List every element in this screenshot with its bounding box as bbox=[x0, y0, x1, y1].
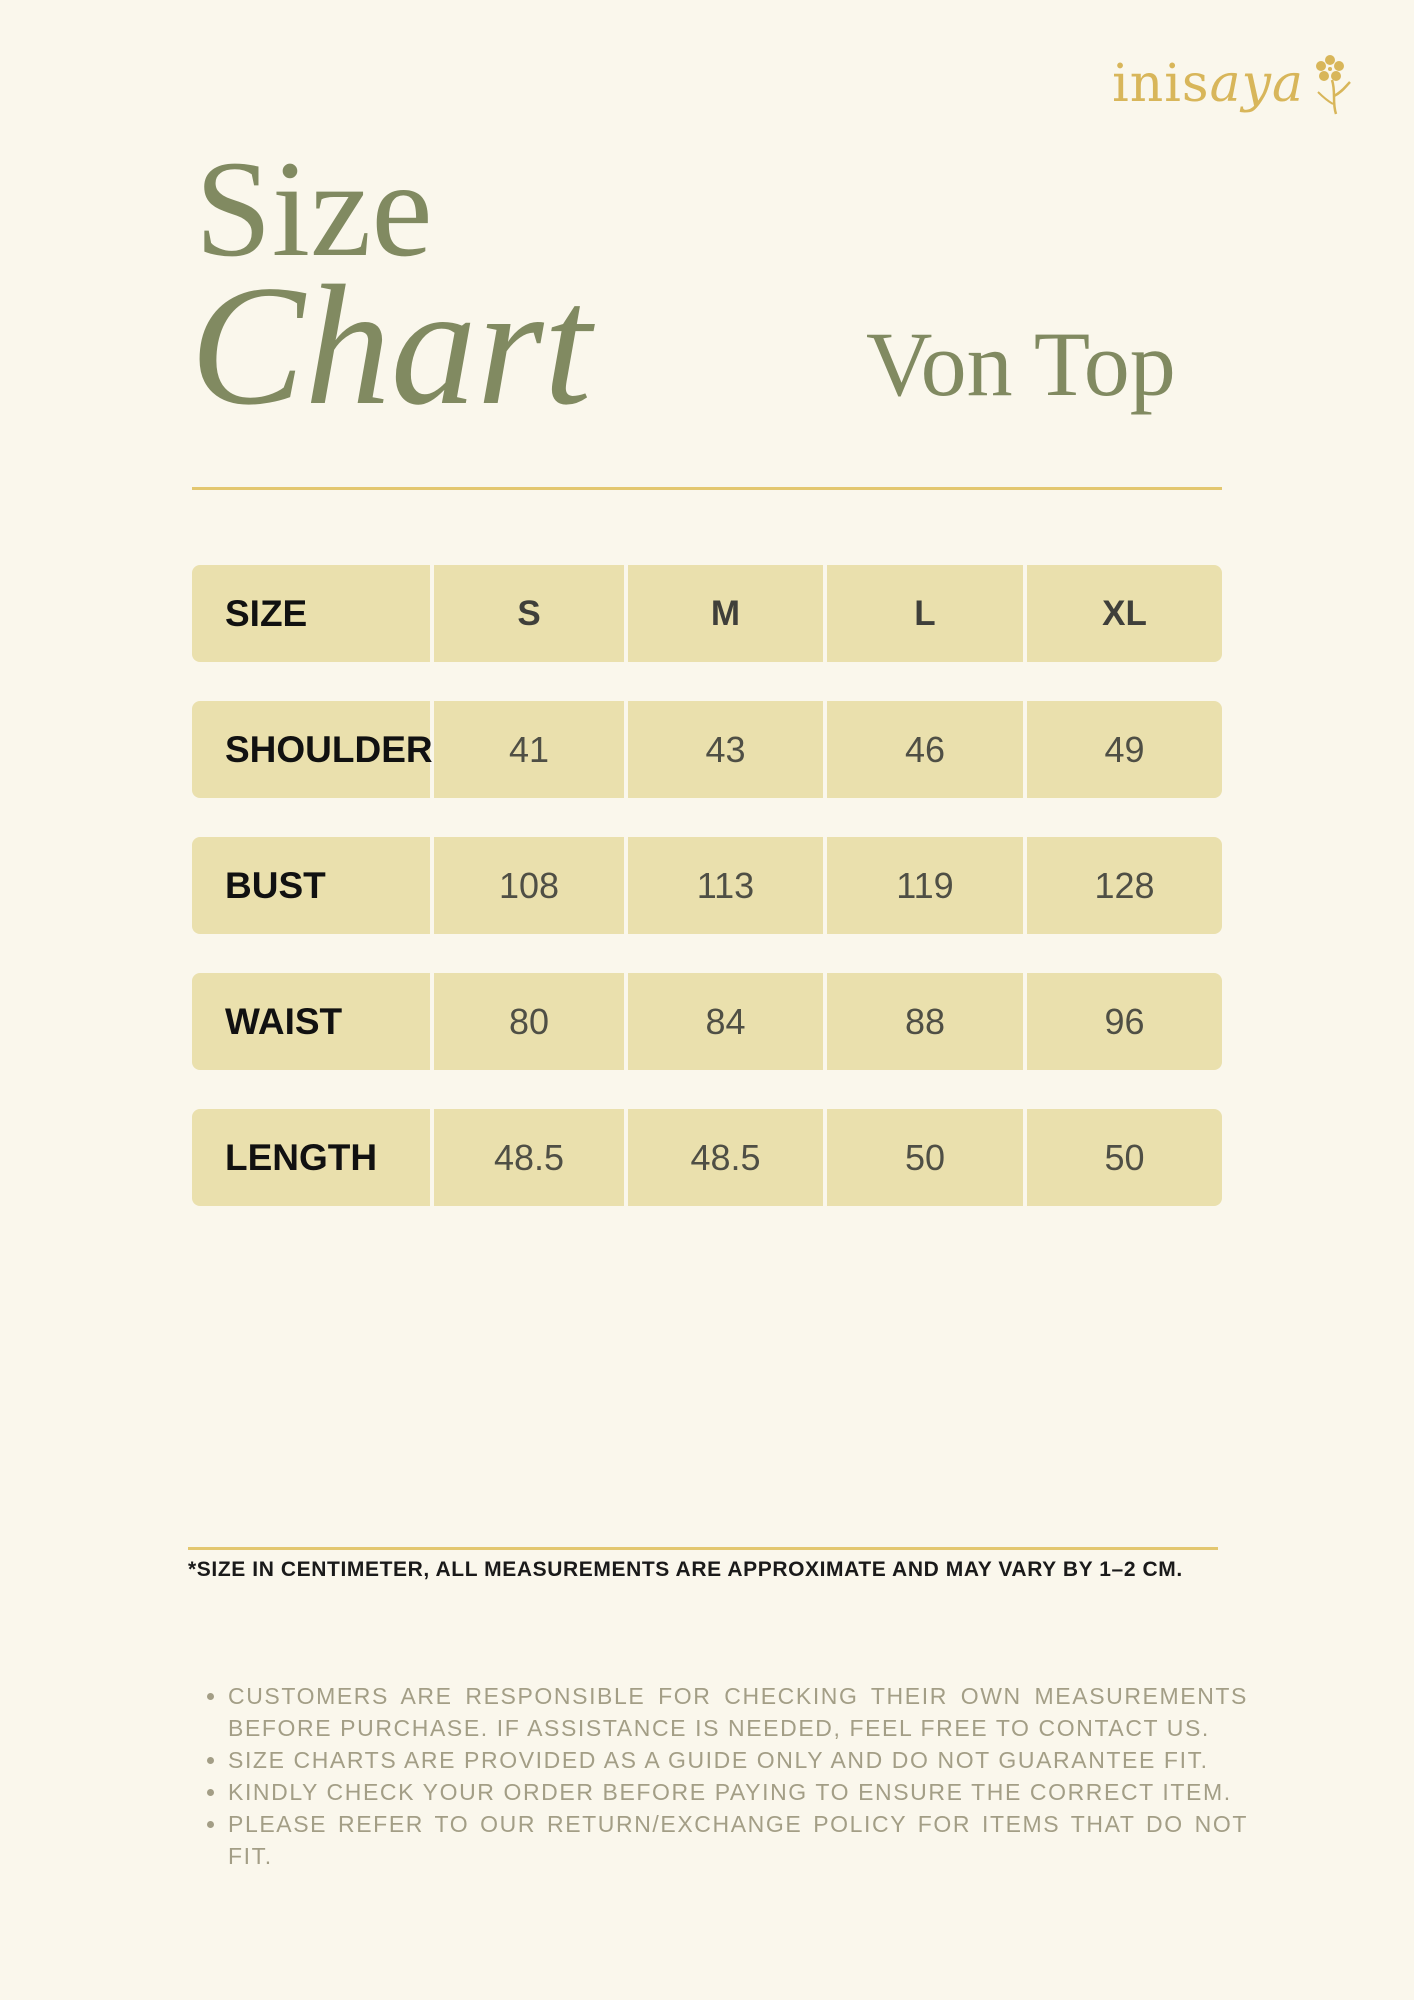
table-cell: 119 bbox=[827, 837, 1023, 934]
policy-list bbox=[198, 1680, 1248, 1872]
table-cell: 108 bbox=[434, 837, 624, 934]
table-cell: 48.5 bbox=[434, 1109, 624, 1206]
divider-bottom bbox=[188, 1547, 1218, 1550]
table-row bbox=[192, 973, 1222, 1070]
table-cell: 49 bbox=[1027, 701, 1222, 798]
size-table bbox=[192, 565, 1222, 1245]
table-header-row bbox=[192, 565, 1222, 662]
page-title-chart: Chart bbox=[190, 251, 592, 441]
table-cell: 128 bbox=[1027, 837, 1222, 934]
list-item: • SIZE CHARTS ARE PROVIDED AS A GUIDE ONLY AND DO NOT GUARANTEE FIT. bbox=[228, 1744, 1248, 1776]
header-cell: SIZE bbox=[192, 565, 430, 662]
table-cell: 50 bbox=[1027, 1109, 1222, 1206]
table-cell: 80 bbox=[434, 973, 624, 1070]
header-cell: M bbox=[628, 565, 823, 662]
table-cell: 96 bbox=[1027, 973, 1222, 1070]
list-item: • CUSTOMERS ARE RESPONSIBLE FOR CHECKING THEIR OWN MEASUREMENTS BEFORE PURCHASE. IF ASSISTANCE IS NEEDED, FEEL FREE TO CONTACT US. bbox=[228, 1680, 1248, 1744]
product-name: Von Top bbox=[866, 313, 1176, 415]
measurement-note: *SIZE IN CENTIMETER, ALL MEASUREMENTS ARE APPROXIMATE AND MAY VARY BY 1–2 CM. bbox=[188, 1558, 1183, 1581]
table-cell: 50 bbox=[827, 1109, 1023, 1206]
list-item: • KINDLY CHECK YOUR ORDER BEFORE PAYING TO ENSURE THE CORRECT ITEM. bbox=[228, 1776, 1248, 1808]
page-title-size: Size bbox=[195, 132, 433, 285]
table-cell: 46 bbox=[827, 701, 1023, 798]
table-row bbox=[192, 837, 1222, 934]
divider-top bbox=[192, 487, 1222, 490]
brand-logo bbox=[1112, 52, 1354, 116]
table-cell: 43 bbox=[628, 701, 823, 798]
table-cell: 84 bbox=[628, 973, 823, 1070]
table-row bbox=[192, 701, 1222, 798]
header-cell: S bbox=[434, 565, 624, 662]
list-item: • PLEASE REFER TO OUR RETURN/EXCHANGE POLICY FOR ITEMS THAT DO NOT FIT. bbox=[228, 1808, 1248, 1872]
header-cell: L bbox=[827, 565, 1023, 662]
header-cell: XL bbox=[1027, 565, 1222, 662]
row-label: LENGTH bbox=[192, 1109, 430, 1206]
brand-name: inisaya bbox=[1112, 54, 1304, 114]
table-cell: 41 bbox=[434, 701, 624, 798]
table-row bbox=[192, 1109, 1222, 1206]
flower-icon bbox=[1310, 52, 1354, 116]
table-cell: 88 bbox=[827, 973, 1023, 1070]
row-label: WAIST bbox=[192, 973, 430, 1070]
row-label: BUST bbox=[192, 837, 430, 934]
table-cell: 113 bbox=[628, 837, 823, 934]
table-cell: 48.5 bbox=[628, 1109, 823, 1206]
row-label: SHOULDER bbox=[192, 701, 430, 798]
